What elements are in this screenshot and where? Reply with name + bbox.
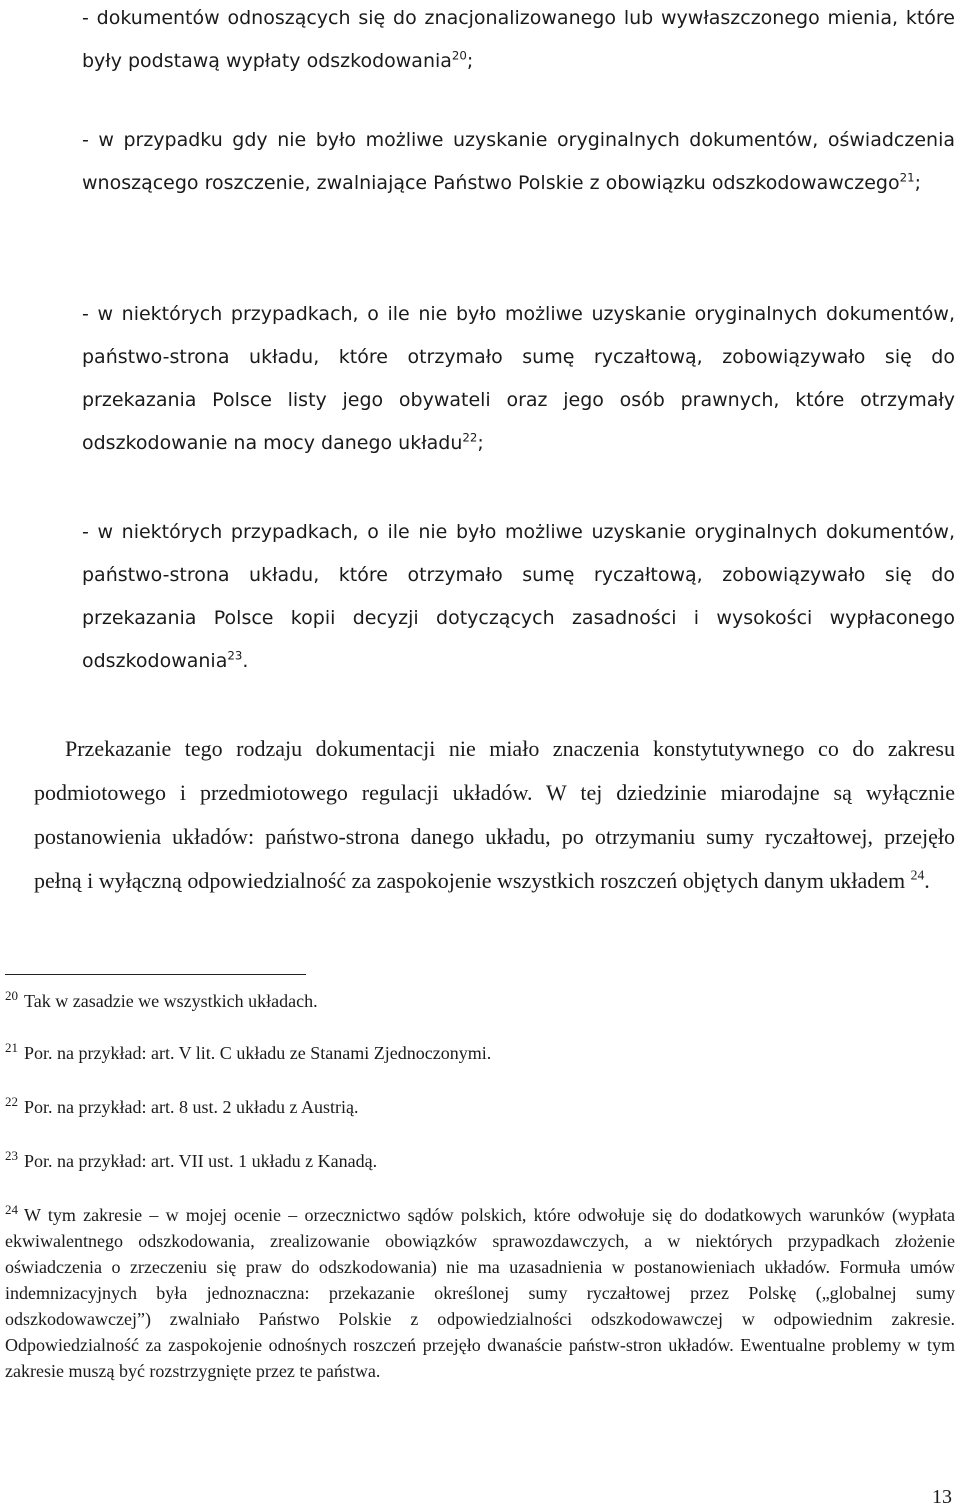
footnote: [5, 988, 955, 1014]
footnote: [5, 1202, 955, 1384]
list-item-text: - w niektórych przypadkach, o ile nie było możliwe uzyskanie oryginalnych dokumentów, państwo-strona układu, które otrzymało sumę ryczałtową, zobowiązywało się do przekazania Polsce kopii decyzji dotyczących zasadności i wysokości wypłaconego odszkodowania: [82, 521, 955, 672]
footnote-ref: 20: [451, 48, 467, 63]
list-item: [82, 511, 955, 683]
footnote-ref: 24: [910, 867, 925, 883]
footnote-number: 22: [5, 1094, 18, 1109]
footnote: [5, 1040, 955, 1066]
paragraph-tail: .: [924, 868, 930, 893]
footnote-separator: [5, 974, 306, 975]
list-item-text: - w niektórych przypadkach, o ile nie było możliwe uzyskanie oryginalnych dokumentów, państwo-strona układu, które otrzymało sumę ryczałtową, zobowiązywało się do przekazania Polsce listy jego obywateli oraz jego osób prawnych, które otrzymały odszkodowanie na mocy danego układu: [82, 303, 955, 454]
body-paragraph: [34, 727, 955, 903]
footnote-ref: 22: [462, 430, 478, 445]
list-item-tail: ;: [477, 432, 484, 454]
footnote-number: 21: [5, 1040, 18, 1055]
footnote-number: 24: [5, 1202, 18, 1217]
list-item-tail: .: [242, 650, 249, 672]
footnote-text: Por. na przykład: art. V lit. C układu ze Stanami Zjednoczonymi.: [24, 1043, 492, 1063]
page-number: 13: [932, 1486, 952, 1508]
list-item-tail: ;: [914, 172, 921, 194]
list-item-text: - w przypadku gdy nie było możliwe uzyskanie oryginalnych dokumentów, oświadczenia wnoszącego roszczenie, zwalniające Państwo Polskie z obowiązku odszkodowawczego: [82, 129, 955, 194]
footnote-text: Tak w zasadzie we wszystkich układach.: [24, 991, 318, 1011]
footnote: [5, 1148, 955, 1174]
list-item-tail: ;: [466, 50, 474, 72]
footnote-ref: 23: [227, 648, 243, 663]
list-item: [82, 119, 955, 205]
footnote-number: 20: [5, 988, 18, 1003]
footnote-text: Por. na przykład: art. VII ust. 1 układu z Kanadą.: [24, 1151, 378, 1171]
list-item: [82, 0, 955, 83]
footnote-text: Por. na przykład: art. 8 ust. 2 układu z Austrią.: [24, 1097, 359, 1117]
footnote: [5, 1094, 955, 1120]
footnote-number: 23: [5, 1148, 18, 1163]
paragraph-text: Przekazanie tego rodzaju dokumentacji nie miało znaczenia konstytutywnego co do zakresu podmiotowego i przedmiotowego regulacji układów. W tej dziedzinie miarodajne są wyłącznie postanowienia układów: państwo-strona danego układu, po otrzymaniu sumy ryczałtowej, przejęło pełną i wyłączną odpowiedzialność za zaspokojenie wszystkich roszczeń objętych danym układem: [34, 736, 955, 893]
list-item-text: - dokumentów odnoszących się do znacjonalizowanego lub wywłaszczonego mienia, które były podstawą wypłaty odszkodowania: [82, 7, 955, 72]
footnote-ref: 21: [899, 170, 915, 185]
footnote-text: W tym zakresie – w mojej ocenie – orzecznictwo sądów polskich, które odwołuje się do dodatkowych warunków (wypłata ekwiwalentnego odszkodowania, zrealizowanie obowiązków sprawozdawczych, a w niektórych przypadkach złożenie oświadczenia o zrzeczeniu się praw do odszkodowania) nie ma uzasadnienia w postanowieniach układów. Formuła umów indemnizacyjnych była jednoznaczna: przekazanie określonej sumy ryczałtowej przez Polskę („globalnej sumy odszkodowawczej”) zwalniało Państwo Polskie z odpowiedzialności odszkodowawczej w odpowiednim zakresie. Odpowiedzialność za zaspokojenie odnośnych roszczeń przejęło dwanaście państw-stron układów. Ewentualne problemy w tym zakresie muszą być rozstrzygnięte przez te państwa.: [5, 1205, 955, 1381]
list-item: [82, 293, 955, 465]
